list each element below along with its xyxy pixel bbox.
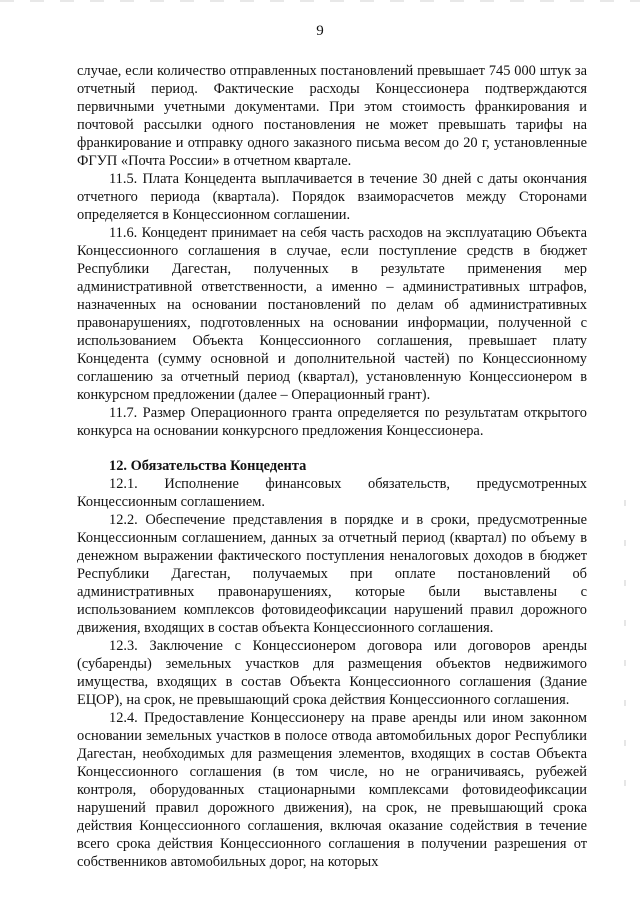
paragraph-11-7: 11.7. Размер Операционного гранта определяется по результатам открытого конкурса на основании конкурсного предложения Концессионера. [77, 405, 587, 439]
paragraph-12-2: 12.2. Обеспечение представления в порядке и в сроки, предусмотренные Концессионным соглашением, данных за отчетный период (квартал) по объему в денежном выражении фактического поступления неналоговых доходов в бюджет Республики Дагестан, получаемых при оплате постановлений об административных правонарушениях, которые были выставлены с использованием комплексов фотовидеофиксации нарушений правил дорожного движения, входящих в состав объекта Концессионного соглашения. [77, 512, 587, 636]
paragraph-11-6: 11.6. Концедент принимает на себя часть расходов на эксплуатацию Объекта Концессионного соглашения в случае, если поступление средств в бюджет Республики Дагестан, полученных в результате применения мер административной ответственности, а именно – административных штрафов, назначенных на основании постановлений по делам об административных правонарушениях, подготовленных на основании информации, полученной с использованием Объекта Концессионного соглашения, превышает плату Концедента (сумму основной и дополнительной частей) по Концессионному соглашению за отчетный период (квартал), установленную Концессионером в конкурсном предложении (далее – Операционный грант). [77, 225, 587, 403]
scan-artifact-top [0, 0, 640, 2]
paragraph-11-5: 11.5. Плата Концедента выплачивается в течение 30 дней с даты окончания отчетного периода (квартала). Порядок взаиморасчетов между Сторонами определяется в Концессионном соглашении. [77, 171, 587, 223]
paragraph-continued: случае, если количество отправленных постановлений превышает 745 000 штук за отчетный период. Фактические расходы Концессионера подтверждаются первичными учетными документами. При этом стоимость франкирования и почтовой рассылки одного постановления не может превышать тарифы на франкирование и отправку одного заказного письма весом до 20 г, установленные ФГУП «Почта России» в отчетном квартале. [77, 63, 587, 169]
scan-artifact-right [624, 500, 626, 800]
document-body [77, 62, 587, 871]
paragraph-12-3: 12.3. Заключение с Концессионером договора или договоров аренды (субаренды) земельных участков для размещения объектов недвижимого имущества, входящих в состав Объекта Концессионного соглашения (Здание ЕЦОР), на срок, не превышающий срока действия Концессионного соглашения. [77, 638, 587, 708]
page-number: 9 [316, 23, 324, 39]
paragraph-12-1: 12.1. Исполнение финансовых обязательств, предусмотренных Концессионным соглашением. [77, 476, 587, 510]
section-title: 12. Обязательства Концедента [109, 458, 307, 474]
paragraph-12-4: 12.4. Предоставление Концессионеру на праве аренды или ином законном основании земельных участков в полосе отвода автомобильных дорог Республики Дагестан, необходимых для размещения элементов, входящих в состав Объекта Концессионного соглашения (в том числе, но не ограничиваясь, рубежей контроля, оборудованных стационарными комплексами фотовидеофиксации нарушений правил дорожного движения), на срок, не превышающий срока действия Концессионного соглашения, включая оказание содействия в течение всего срока действия Концессионного соглашения в получении разрешения от собственников автомобильных дорог, на которых [77, 710, 587, 870]
